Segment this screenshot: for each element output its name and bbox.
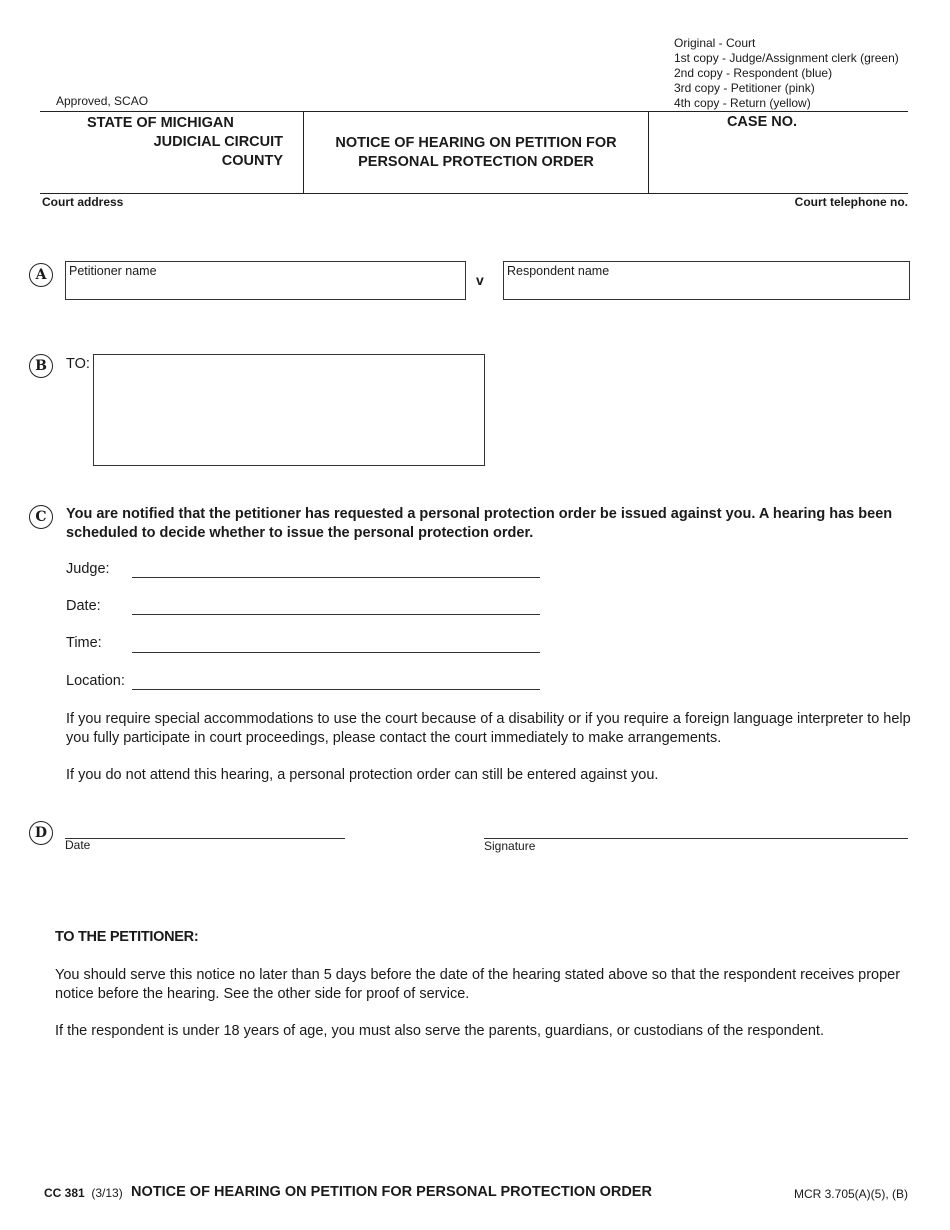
approved-label: Approved, SCAO	[56, 94, 149, 108]
form-number: CC 381	[44, 1186, 85, 1200]
state-label: STATE OF MICHIGAN	[87, 115, 234, 131]
form-title-line2: PERSONAL PROTECTION ORDER	[358, 154, 594, 170]
hearing-location-field[interactable]	[132, 689, 540, 690]
location-label: Location:	[66, 673, 125, 689]
petitioner-instructions-heading: TO THE PETITIONER:	[55, 929, 199, 945]
signature-date-field[interactable]	[65, 838, 345, 839]
court-jurisdiction	[40, 114, 283, 171]
case-number-field[interactable]	[652, 136, 902, 190]
form-title	[304, 134, 648, 172]
minor-respondent-instructions: If the respondent is under 18 years of age, you must also serve the parents, guardians, or custodians of the respondent.	[55, 1023, 824, 1039]
court-telephone-label: Court telephone no.	[794, 195, 908, 209]
hearing-notice-text: You are notified that the petitioner has requested a personal protection order be issued against you. A hearing has been scheduled to decide whether to issue the personal protection order.	[66, 506, 893, 541]
to-label: TO:	[66, 356, 90, 372]
court-rule-citation: MCR 3.705(A)(5), (B)	[793, 1187, 908, 1201]
circuit-label: JUDICIAL CIRCUIT	[153, 134, 283, 150]
header-bottom-rule	[40, 193, 908, 194]
service-instructions: You should serve this notice no later than 5 days before the date of the hearing stated above so that the respondent receives proper notice before the hearing. See the other side for proof of service.	[55, 967, 901, 1002]
time-label: Time:	[66, 635, 102, 651]
signature-field[interactable]	[484, 838, 908, 839]
header-top-rule	[40, 111, 908, 112]
accommodations-text: If you require special accommodations to use the court because of a disability or if you require a foreign language interpreter to help you fully participate in court proceedings, please contact the court immediately to make arrangements.	[66, 711, 911, 746]
non-attendance-warning: If you do not attend this hearing, a personal protection order can still be entered against you.	[66, 767, 659, 783]
section-d-marker: D	[29, 821, 53, 845]
copy-item: 3rd copy - Petitioner (pink)	[674, 81, 815, 95]
signature-label: Signature	[484, 839, 536, 853]
respondent-name-field[interactable]	[503, 261, 910, 300]
date-label: Date:	[66, 598, 101, 614]
court-address-label: Court address	[42, 195, 124, 209]
petitioner-name-label: Petitioner name	[69, 264, 157, 278]
footer-title: NOTICE OF HEARING ON PETITION FOR PERSONAL PROTECTION ORDER	[131, 1184, 652, 1200]
section-b-marker: B	[29, 354, 53, 378]
section-c-marker: C	[29, 505, 53, 529]
to-address-field[interactable]	[93, 354, 485, 466]
copy-item: Original - Court	[674, 36, 756, 50]
hearing-date-field[interactable]	[132, 614, 540, 615]
form-code	[44, 1186, 123, 1200]
hearing-time-field[interactable]	[132, 652, 540, 653]
judge-label: Judge:	[66, 561, 110, 577]
copy-item: 2nd copy - Respondent (blue)	[674, 66, 833, 80]
section-a-marker: A	[29, 263, 53, 287]
copy-item: 4th copy - Return (yellow)	[674, 96, 811, 110]
copy-distribution-list	[674, 36, 899, 111]
petitioner-name-field[interactable]	[65, 261, 466, 300]
signature-date-label: Date	[65, 838, 91, 852]
form-revision: (3/13)	[91, 1186, 123, 1200]
copy-item: 1st copy - Judge/Assignment clerk (green)	[674, 51, 899, 65]
form-title-line1: NOTICE OF HEARING ON PETITION FOR	[335, 135, 617, 151]
county-label: COUNTY	[221, 153, 283, 169]
case-number-label: CASE NO.	[726, 114, 798, 130]
judge-field[interactable]	[132, 577, 540, 578]
versus-label: v	[476, 272, 484, 288]
respondent-name-label: Respondent name	[507, 264, 610, 278]
